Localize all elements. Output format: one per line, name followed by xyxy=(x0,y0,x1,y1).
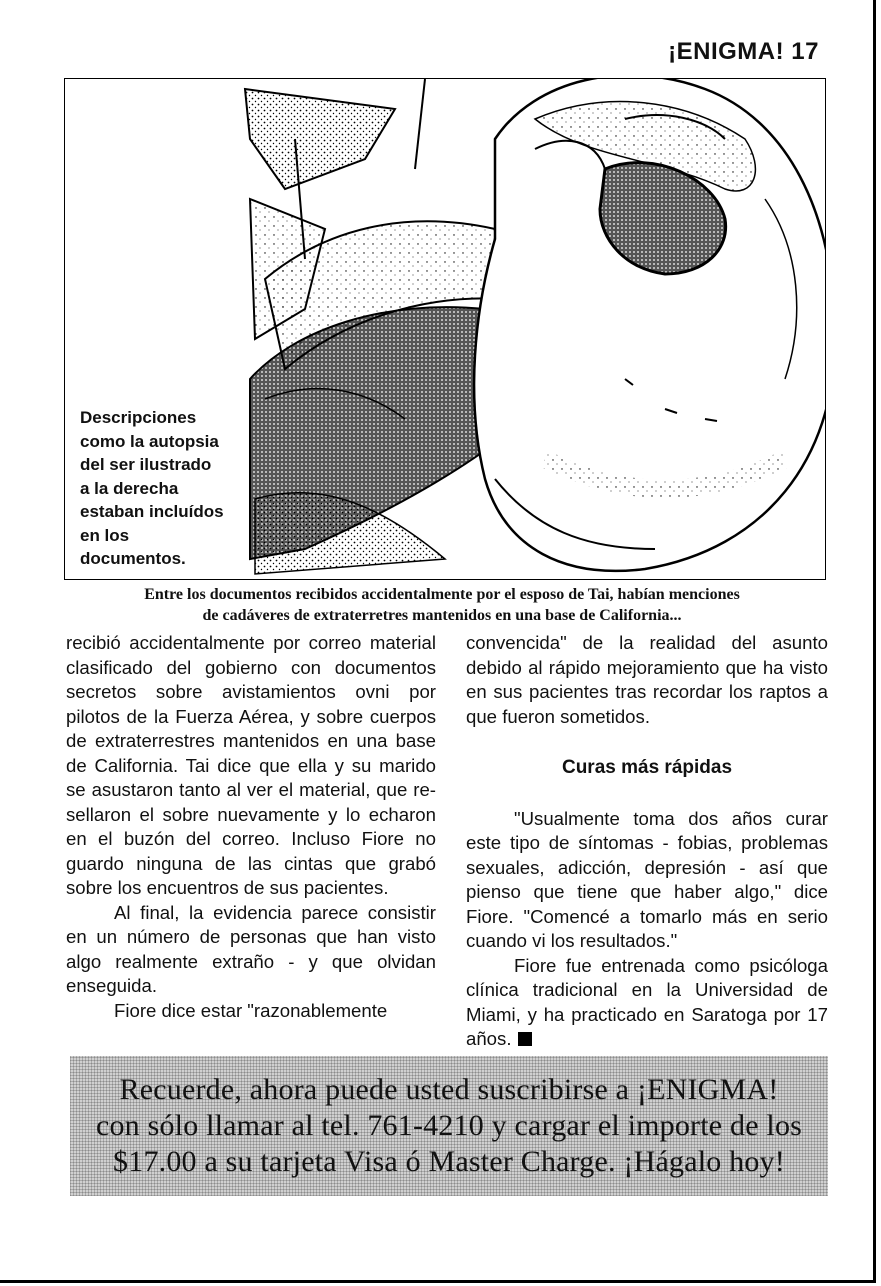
promo-line: $17.00 a su tarjeta Visa ó Master Charge. ¡Hágalo hoy! xyxy=(113,1145,785,1178)
body-paragraph: Al final, la evidencia parece consistir en un número de personas que han visto algo realmente extraño - y que olvidan enseguida. xyxy=(66,901,436,996)
side-caption-line: documentos. xyxy=(80,549,186,568)
side-caption-line: estaban incluídos xyxy=(80,502,224,521)
figure-caption-line: Entre los documentos recibidos accidentalmente por el esposo de Tai, habían menciones xyxy=(144,586,740,603)
side-caption-line: en los xyxy=(80,525,130,545)
end-of-article-mark xyxy=(518,1032,532,1046)
side-caption-line: como la autopsia xyxy=(80,431,219,451)
section-subheading: Curas más rápidas xyxy=(561,757,733,778)
figure-side-caption xyxy=(80,406,260,571)
body-paragraph-text: Fiore fue entrenada como psicóloga clínica tradicional en la Universidad de Miami, y ha practicado en Saratoga por 17 años. xyxy=(466,954,828,1049)
right-column xyxy=(466,631,828,1052)
promo-line: Recuerde, ahora puede usted suscribirse a ¡ENIGMA! xyxy=(119,1073,779,1106)
subscription-promo-box xyxy=(70,1056,828,1196)
promo-text xyxy=(84,1072,814,1180)
figure-caption xyxy=(62,584,822,626)
body-paragraph xyxy=(466,954,828,1052)
side-caption-line: del ser ilustrado xyxy=(80,455,212,474)
side-caption-line: Descripciones xyxy=(80,408,197,427)
left-column xyxy=(66,631,436,1023)
side-caption-line: a la derecha xyxy=(80,478,179,498)
figure-caption-line: de cadáveres de extraterretres mantenidos en una base de California... xyxy=(202,607,682,624)
promo-line: con sólo llamar al tel. 761-4210 y cargar el importe de los xyxy=(95,1109,803,1142)
body-paragraph: "Usualmente toma dos años curar este tipo de síntomas - fobias, problemas sexuales, adicción, depresión - así que pienso que tiene que haber algo," dice Fiore. "Comencé a tomarlo más en serio cuando vi los resultados." xyxy=(466,807,828,951)
body-paragraph: recibió accidentalmente por correo material clasificado del gobierno con documentos secretos sobre avistamientos ovni por pilotos de la Fuerza Aérea, y sobre cuerpos de extraterrestres mantenidos en una base de California. Tai dice que ella y su marido se asustaron tanto al ver el material, que re-sellaron el sobre nuevamente y lo echaron en el buzón del correo. Incluso Fiore no guardo ninguna de las cintas que grabó sobre los encuentros de sus pacientes. xyxy=(66,632,436,898)
page-header: ¡ENIGMA! 17 xyxy=(668,38,819,65)
body-paragraph: convencida" de la realidad del asunto debido al rápido mejoramiento que ha visto en sus pacientes tras recordar los raptos a que fueron sometidos. xyxy=(466,632,828,727)
body-paragraph: Fiore dice estar "razonablemente xyxy=(114,999,388,1021)
